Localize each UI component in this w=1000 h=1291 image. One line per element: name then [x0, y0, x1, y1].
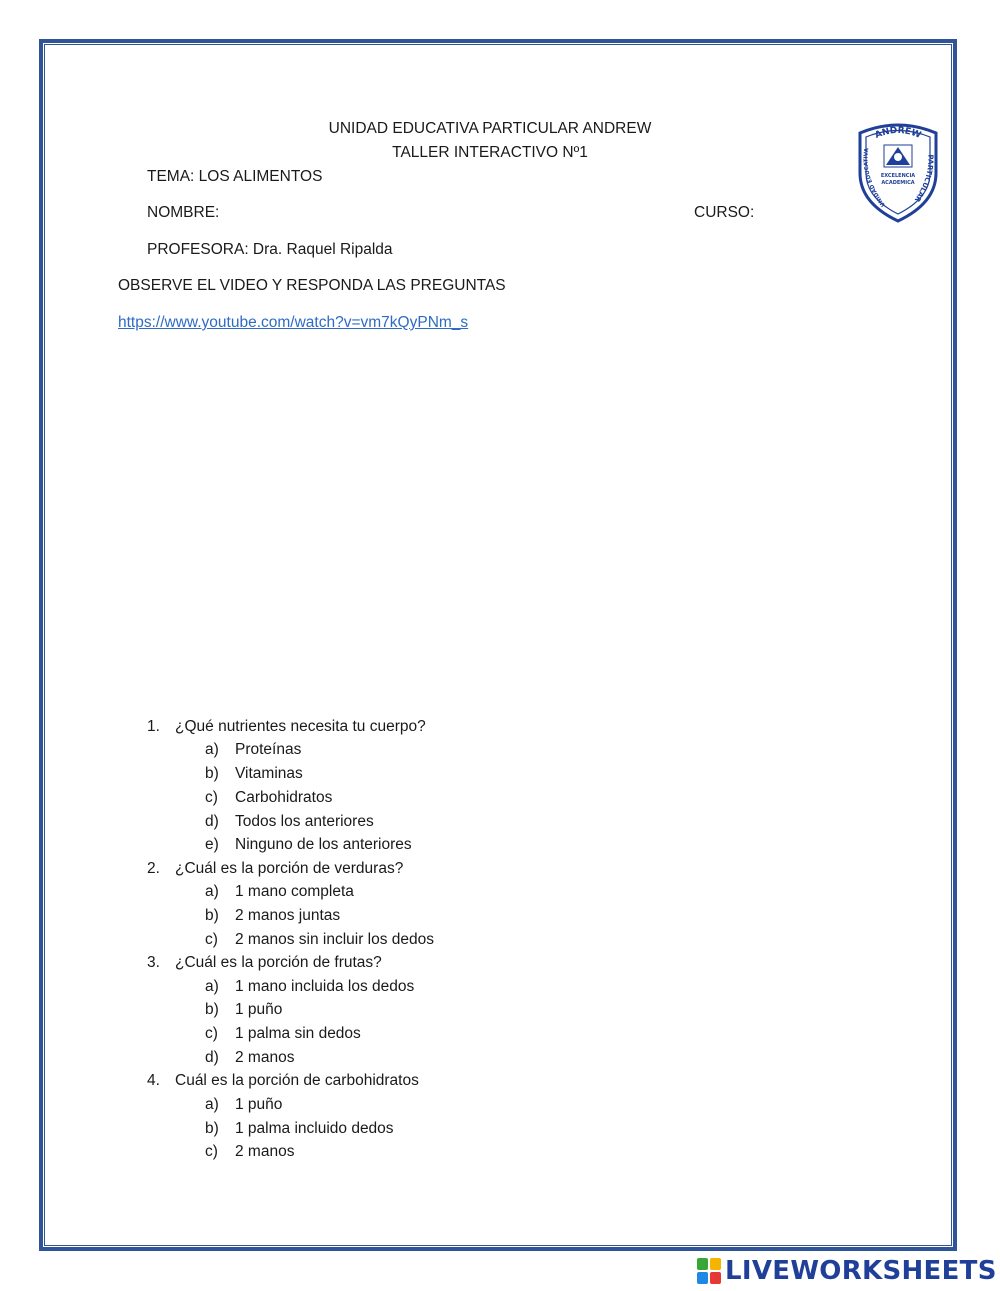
question-4-text: Cuál es la porción de carbohidratos — [175, 1072, 419, 1089]
teacher-label: PROFESORA: Dra. Raquel Ripalda — [147, 241, 393, 258]
q1-option-a: Proteínas — [235, 741, 302, 758]
page-border-inner — [44, 44, 952, 1246]
q1-option-b: Vitaminas — [235, 765, 303, 782]
crest-center-text-2: ACADEMICA — [881, 180, 915, 186]
video-link[interactable]: https://www.youtube.com/watch?v=vm7kQyPNm_s — [118, 314, 469, 331]
question-1-text: ¿Qué nutrientes necesita tu cuerpo? — [175, 718, 426, 735]
question-3-number: 3. — [147, 954, 160, 971]
liveworksheets-logo-icon — [697, 1258, 721, 1284]
question-4-number: 4. — [147, 1072, 160, 1089]
crest-top-text: ANDREW — [873, 125, 923, 141]
q2-option-a: 1 mano completa — [235, 883, 354, 900]
q4-option-c-letter: c) — [205, 1143, 218, 1160]
q1-option-e-letter: e) — [205, 836, 219, 853]
workshop-title: TALLER INTERACTIVO Nº1 — [392, 144, 588, 161]
question-1-number: 1. — [147, 718, 160, 735]
topic-label: TEMA: LOS ALIMENTOS — [147, 168, 323, 185]
q4-option-a-letter: a) — [205, 1096, 219, 1113]
q4-option-a: 1 puño — [235, 1096, 283, 1113]
question-2-text: ¿Cuál es la porción de verduras? — [175, 860, 404, 877]
school-name: UNIDAD EDUCATIVA PARTICULAR ANDREW — [328, 120, 652, 137]
crest-left-text: UNIDAD EDUCATIVA — [863, 147, 887, 208]
q2-option-b-letter: b) — [205, 907, 219, 924]
q3-option-c-letter: c) — [205, 1025, 218, 1042]
q4-option-c: 2 manos — [235, 1143, 295, 1160]
liveworksheets-brand[interactable] — [697, 1256, 997, 1286]
q1-option-e: Ninguno de los anteriores — [235, 836, 412, 853]
course-label: CURSO: — [694, 204, 755, 221]
q3-option-d-letter: d) — [205, 1049, 219, 1066]
question-3-text: ¿Cuál es la porción de frutas? — [175, 954, 382, 971]
q3-option-b-letter: b) — [205, 1001, 219, 1018]
q3-option-b: 1 puño — [235, 1001, 283, 1018]
question-2-number: 2. — [147, 860, 160, 877]
q2-option-c: 2 manos sin incluir los dedos — [235, 931, 435, 948]
q2-option-b: 2 manos juntas — [235, 907, 341, 924]
q2-option-c-letter: c) — [205, 931, 218, 948]
q3-option-d: 2 manos — [235, 1049, 295, 1066]
q1-option-a-letter: a) — [205, 741, 219, 758]
q4-option-b: 1 palma incluido dedos — [235, 1120, 394, 1137]
crest-center-text-1: EXCELENCIA — [880, 173, 916, 179]
name-label: NOMBRE: — [147, 204, 220, 221]
q3-option-c: 1 palma sin dedos — [235, 1025, 361, 1042]
q4-option-b-letter: b) — [205, 1120, 219, 1137]
q1-option-d: Todos los anteriores — [235, 813, 374, 830]
q1-option-c: Carbohidratos — [235, 789, 333, 806]
q1-option-d-letter: d) — [205, 813, 219, 830]
q1-option-c-letter: c) — [205, 789, 218, 806]
liveworksheets-wordmark: LIVEWORKSHEETS — [725, 1256, 997, 1286]
q3-option-a: 1 mano incluida los dedos — [235, 978, 415, 995]
q3-option-a-letter: a) — [205, 978, 219, 995]
q2-option-a-letter: a) — [205, 883, 219, 900]
crest-right-text: PARTICULAR — [912, 154, 935, 204]
instructions-text: OBSERVE EL VIDEO Y RESPONDA LAS PREGUNTAS — [118, 277, 506, 294]
school-crest-logo — [856, 121, 940, 223]
q1-option-b-letter: b) — [205, 765, 219, 782]
